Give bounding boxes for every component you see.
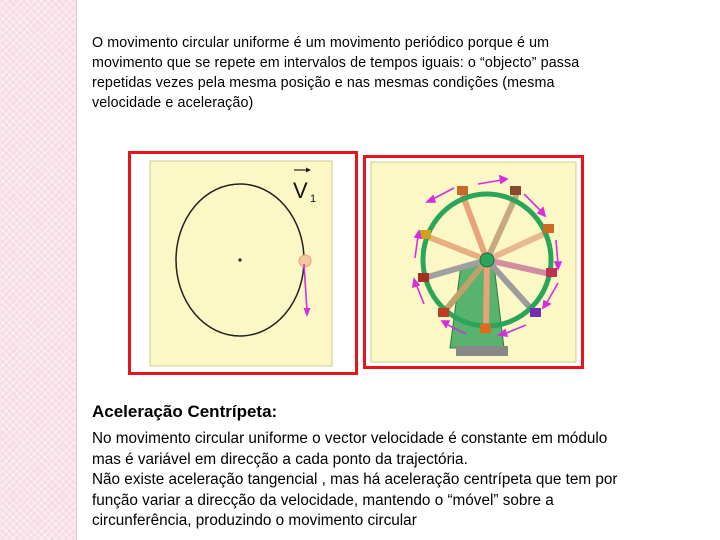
decorative-side-stripe-edge [76, 0, 77, 540]
ferris-wheel-figure [363, 155, 584, 369]
section-body [92, 429, 714, 532]
section-heading: Aceleração Centrípeta: [92, 402, 278, 421]
decorative-side-stripe [0, 0, 76, 540]
body-line: circunferência, produzindo o movimento circular [92, 512, 417, 529]
intro-paragraph [92, 33, 692, 113]
wheel-hub [480, 253, 494, 267]
body-line: No movimento circular uniforme o vector velocidade é constante em módulo [92, 430, 608, 447]
vector-label: V [293, 178, 308, 203]
body-line: função variar a direcção da velocidade, mantendo o “móvel” sobre a [92, 491, 554, 509]
body-line: mas é variável em direcção a cada ponto da trajectória. [92, 450, 468, 468]
circle-center-dot [238, 258, 241, 261]
intro-line: movimento que se repete em intervalos de tempos iguais: o “objecto” passa [92, 55, 580, 71]
intro-line: repetidas vezes pela mesma posição e nas mesmas condições (mesma [92, 75, 555, 91]
circular-motion-figure [128, 151, 358, 375]
wheel-support-base [456, 346, 508, 356]
body-line: Não existe aceleração tangencial , mas há aceleração centrípeta que tem por [92, 471, 618, 488]
vector-label-subscript: 1 [310, 193, 317, 205]
moving-object [299, 255, 311, 267]
ferris-wheel-illustration [366, 158, 581, 366]
circular-motion-illustration [131, 154, 355, 372]
intro-line: O movimento circular uniforme é um movimento periódico porque é um [92, 35, 550, 51]
intro-line: velocidade e aceleração) [92, 95, 254, 111]
